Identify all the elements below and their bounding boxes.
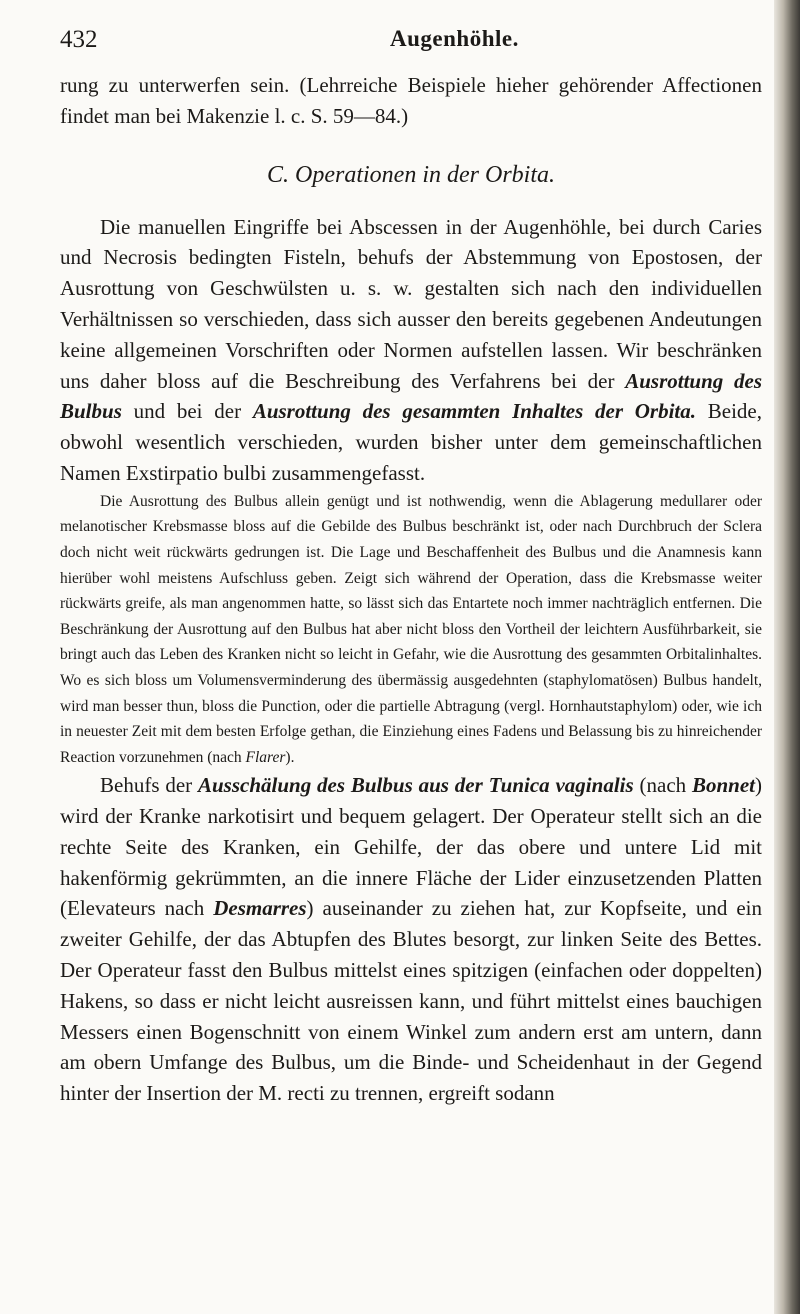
page-number: 432: [60, 26, 98, 53]
running-head: Augenhöhle.: [390, 26, 519, 51]
emphasis-ausschaelung: Ausschälung des Bulbus aus der Tunica vaginalis: [197, 773, 634, 798]
emphasis-ausrottung-bulbus: Ausrottung des Bulbus: [60, 368, 762, 424]
emphasis-desmarres: Desmarres: [213, 896, 307, 921]
paragraph-small-print: Die Ausrottung des Bulbus allein genügt und ist nothwendig, wenn die Ablagerung medullarer oder melanotischer Krebsmasse bloss auf die Gebilde des Bulbus beschränkt ist, oder nach Durchbruch der Sclera doch nicht weit rückwärts gedrungen ist. Die Lage und Beschaffenheit des Bulbus und die Anamnesis kann hierüber wohl meistens Aufschluss geben. Zeigt sich während der Operation, dass die Krebsmasse weiter rückwärts greife, als man angenommen hatte, so lässt sich das Entartete noch immer nachträglich entfernen. Die Beschränkung der Ausrottung auf den Bulbus hat aber nicht bloss den Vortheil der leichtern Ausführbarkeit, sie bringt auch das Leben des Kranken nicht so leicht in Gefahr, wie die Ausrottung des gesammten Orbitalinhaltes. Wo es sich bloss um Volumensverminderung des übermässig ausgedehnten (staphylomatösen) Bulbus handelt, wird man besser thun, bloss die Punction, oder die partielle Abtragung (vergl. Hornhautstaphylom) oder, wie ich in neuester Zeit mit dem besten Erfolge gethan, die Einziehung eines Fadens und Belassung bis zu hinreichender Reaction vorzunehmen (nach Flarer).: [60, 492, 762, 766]
emphasis-bonnet: Bonnet: [691, 773, 756, 798]
page-gutter-shadow: [774, 0, 800, 1314]
page-body: [60, 70, 762, 1109]
emphasis-flarer: Flarer: [245, 748, 286, 766]
page-header: [60, 20, 760, 60]
section-title: C. Operationen in der Orbita.: [267, 161, 555, 188]
paragraph-continuation: rung zu unterwerfen sein. (Lehrreiche Beispiele hieher gehörender Affectionen findet man bei Makenzie l. c. S. 59—84.): [60, 73, 762, 128]
paragraph-operations-intro: Die manuellen Eingriffe bei Abscessen in der Augenhöhle, bei durch Caries und Necrosis bedingten Fisteln, behufs der Abstemmung von Epostosen, der Ausrottung von Geschwülsten u. s. w. gestalten sich nach den individuellen Verhältnissen so verschieden, dass sich ausser den bereits gegebenen Andeutungen keine allgemeinen Vorschriften oder Normen aufstellen lassen. Wir beschränken uns daher bloss auf die Beschreibung des Verfahrens bei der Ausrottung des Bulbus und bei der Ausrottung des gesammten Inhaltes der Orbita. Beide, obwohl wesentlich verschieden, wurden bisher unter dem gemeinschaftlichen Namen Exstirpatio bulbi zusammengefasst.: [60, 214, 762, 485]
emphasis-ausrottung-orbita: Ausrottung des gesammten Inhaltes der Orbita.: [252, 399, 697, 424]
paragraph-ausschaelung: Behufs der Ausschälung des Bulbus aus der Tunica vaginalis (nach Bonnet) wird der Kranke narkotisirt und bequem gelagert. Der Operateur stellt sich an die rechte Seite des Kranken, ein Gehilfe, der das obere und untere Lid mit hakenförmig gekrümmten, an die innere Fläche der Lider einzusetzenden Platten (Elevateurs nach Desmarres) auseinander zu ziehen hat, zur Kopfseite, und ein zweiter Gehilfe, der das Abtupfen des Blutes besorgt, zur linken Seite des Bettes. Der Operateur fasst den Bulbus mittelst eines spitzigen (einfachen oder doppelten) Hakens, so dass er nicht leicht ausreissen kann, und führt mittelst eines bauchigen Messers einen Bogenschnitt von einem Winkel zum andern erst am untern, dann am obern Umfange des Bulbus, um die Binde- und Scheidenhaut in der Gegend hinter der Insertion der M. recti zu trennen, ergreift sodann: [60, 773, 763, 1106]
